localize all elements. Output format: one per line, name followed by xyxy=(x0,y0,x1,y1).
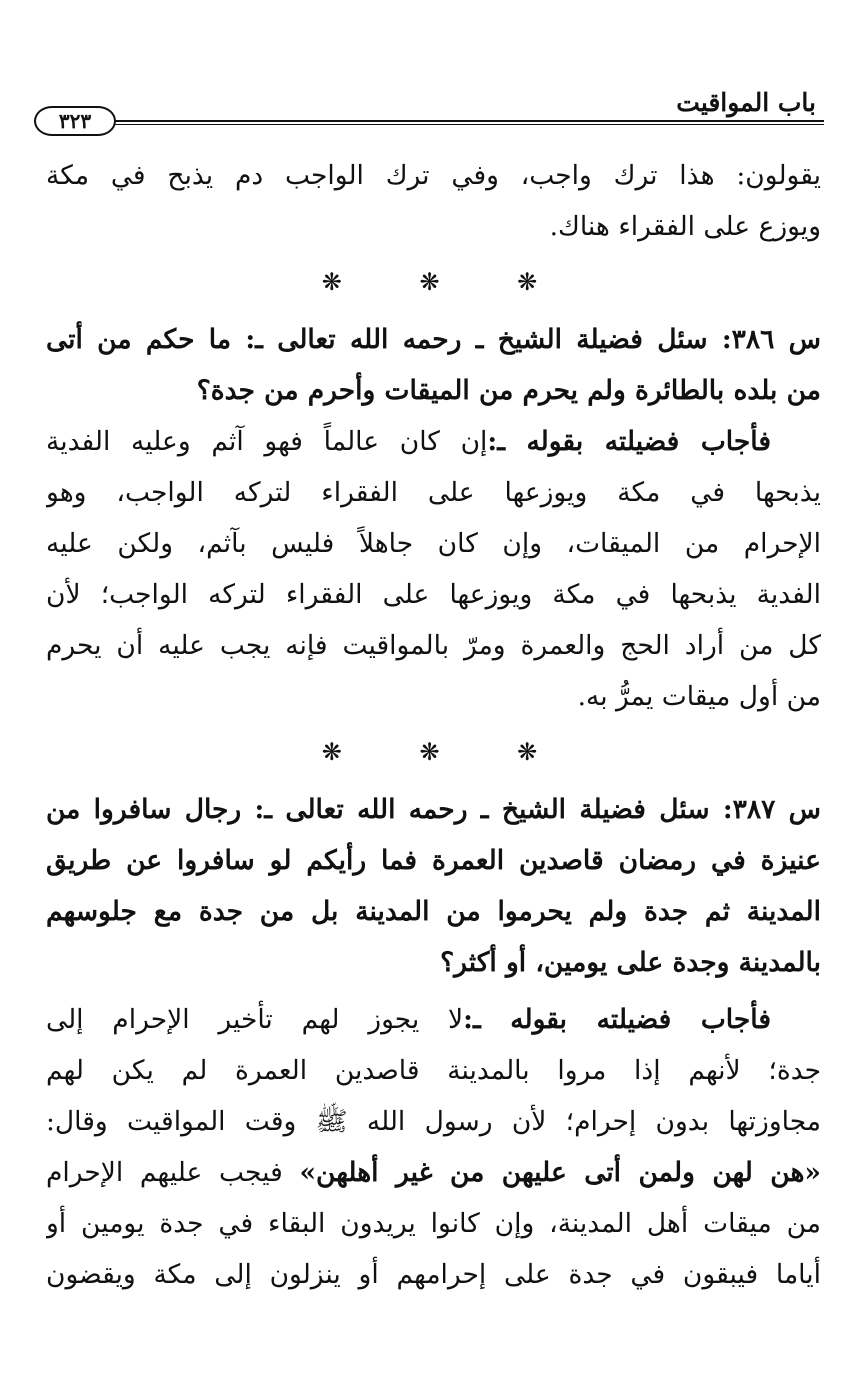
answer-386-first-line xyxy=(46,416,821,467)
hadith-quote: «هن لهن ولمن أتى عليهن من غير أهلهن» xyxy=(299,1157,821,1188)
answer-387-line: من ميقات أهل المدينة، وإن كانوا يريدون البقاء في جدة يومين أو xyxy=(46,1208,821,1239)
question-386-line: من بلده بالطائرة ولم يحرم من الميقات وأحرم من جدة؟ xyxy=(196,375,821,406)
answer-387-line: جدة؛ لأنهم إذا مروا بالمدينة قاصدين العمرة لم يكن لهم xyxy=(46,1055,821,1086)
answer-text: فيجب عليهم الإحرام xyxy=(46,1157,283,1188)
answer-386-line: كل من أراد الحج والعمرة ومرّ بالمواقيت فإنه يجب عليه أن يحرم xyxy=(46,630,821,661)
header-rule xyxy=(112,120,824,125)
answer-387-hadith-line xyxy=(46,1147,821,1198)
answer-386-line: الفدية يذبحها في مكة ويوزعها على الفقراء لتركه الواجب؛ لأن xyxy=(46,579,821,610)
page-number: ٣٢٣ xyxy=(34,106,116,136)
answer-387-first-line xyxy=(46,994,821,1045)
answer-lead: فأجاب فضيلته بقوله ـ: xyxy=(487,426,771,457)
question-387-line: س ٣٨٧: سئل فضيلة الشيخ ـ رحمه الله تعالى ـ: رجال سافروا من xyxy=(46,794,821,825)
text-line: يقولون: هذا ترك واجب، وفي ترك الواجب دم يذبح في مكة xyxy=(46,160,821,191)
answer-lead: فأجاب فضيلته بقوله ـ: xyxy=(463,1004,771,1035)
answer-386-line: من أول ميقات يمرُّ به. xyxy=(577,681,821,712)
question-387-line: عنيزة في رمضان قاصدين العمرة فما رأيكم لو سافروا عن طريق xyxy=(46,845,821,876)
question-387-line: المدينة ثم جدة ولم يحرموا من المدينة بل من جدة مع جلوسهم xyxy=(46,896,821,927)
question-386-line: س ٣٨٦: سئل فضيلة الشيخ ـ رحمه الله تعالى ـ: ما حكم من أتى xyxy=(46,324,821,355)
chapter-title: باب المواقيت xyxy=(676,88,816,117)
answer-386-line: يذبحها في مكة ويوزعها على الفقراء لتركه الواجب، وهو xyxy=(46,477,821,508)
section-separator: ❋ ❋ ❋ xyxy=(321,738,566,766)
answer-text: لا يجوز لهم تأخير الإحرام إلى xyxy=(46,1004,464,1035)
answer-386-line: الإحرام من الميقات، وإن كان جاهلاً فليس بآثم، ولكن عليه xyxy=(46,528,821,559)
section-separator: ❋ ❋ ❋ xyxy=(321,268,566,296)
text-line: ويوزع على الفقراء هناك. xyxy=(549,211,821,242)
answer-387-line: أياما فيبقون في جدة على إحرامهم أو ينزلون إلى مكة ويقضون xyxy=(46,1259,821,1290)
answer-text: إن كان عالماً فهو آثم وعليه الفدية xyxy=(46,426,488,457)
question-387-line: بالمدينة وجدة على يومين، أو أكثر؟ xyxy=(440,947,821,978)
running-header xyxy=(34,88,824,133)
answer-387-line: مجاوزتها بدون إحرام؛ لأن رسول الله ﷺ وقت المواقيت وقال: xyxy=(46,1106,821,1137)
page-body xyxy=(46,150,821,1300)
